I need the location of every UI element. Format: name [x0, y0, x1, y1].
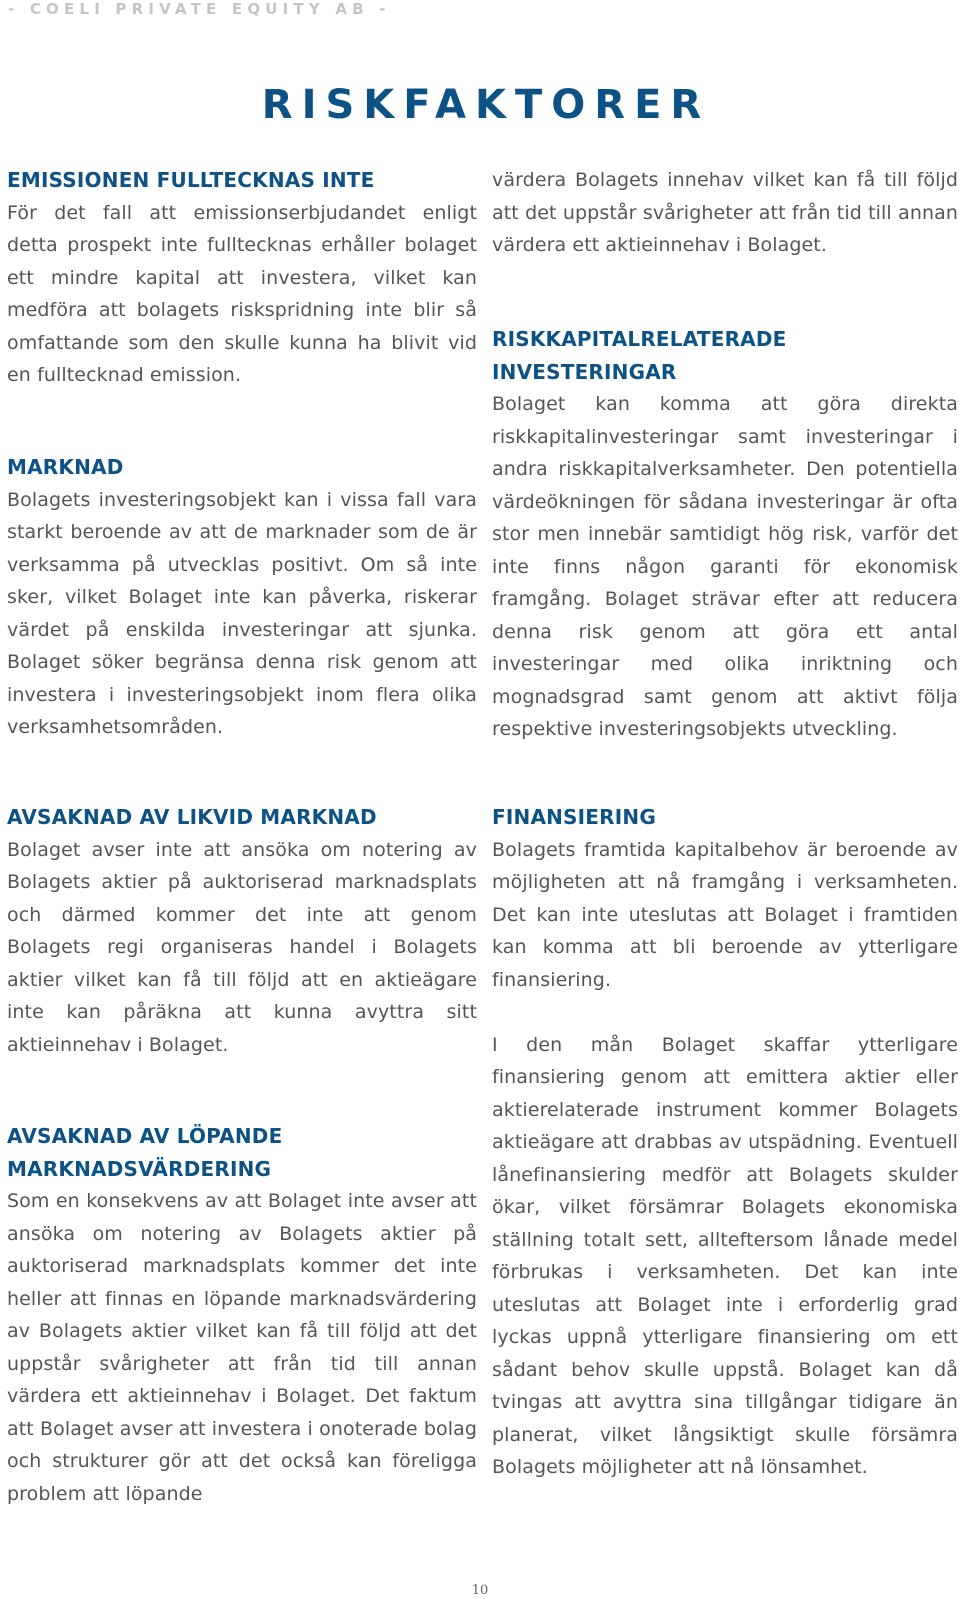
section-likvid-marknad [7, 801, 477, 1061]
section-body: För det fall att emissionserbjudandet enligt detta prospekt inte fulltecknas erhåller bolaget ett mindre kapital att investera, vilket kan medföra att bolagets riskspridning inte blir så omfattande som den skulle kunna ha blivit vid en fulltecknad emission. [7, 201, 477, 386]
section-marknad [7, 451, 477, 744]
section-body: I den mån Bolaget skaffar ytterligare finansiering genom att emittera aktier eller aktierelaterade instrument kommer Bolagets aktieägare att drabbas av utspädning. Eventuell lånefinansiering medför att Bolagets skulder ökar, vilket försämrar Bolagets ekonomiska ställning totalt sett, allteftersom lånade medel förbrukas i verksamheten. Det kan inte uteslutas att Bolaget inte i erforderlig grad lyckas uppnå ytterligare finansiering om ett sådant behov skulle uppstå. Bolaget kan då tvingas att avyttra sina tillgångar tidigare än planerat, vilket långsiktigt skulle försämra Bolagets möjligheter att nå lönsamhet. [492, 1033, 958, 1478]
section-riskkapital [492, 323, 958, 746]
section-lopande-marknadsvardering [7, 1120, 477, 1510]
page-number: 10 [471, 1583, 489, 1598]
section-body: Som en konsekvens av att Bolaget inte avser att ansöka om notering av Bolagets aktier på auktoriserad marknadsplats kommer det inte heller att finnas en löpande marknadsvärdering av Bolagets aktier vilket kan få till följd att det uppstår svårigheter att från tid till annan värdera ett aktieinnehav i Bolaget. Det faktum att Bolaget avser att investera i onoterade bolag och strukturer gör att det också kan föreligga problem att löpande [7, 1190, 477, 1505]
section-heading: RISKKAPITALRELATERADE INVESTERINGAR [492, 327, 787, 384]
section-emission [7, 164, 477, 392]
section-heading: EMISSIONEN FULLTECKNAS INTE [7, 168, 375, 192]
section-finansiering [492, 801, 958, 1484]
section-body: Bolaget avser inte att ansöka om notering av Bolagets aktier på auktoriserad marknadsplats och därmed kommer det inte att genom Bolagets regi organiseras handel i Bolagets aktier vilket kan få till följd att en aktieägare inte kan påräkna att kunna avyttra sitt aktieinnehav i Bolaget. [7, 838, 477, 1056]
section-heading: MARKNAD [7, 455, 124, 479]
section-continued [492, 164, 958, 262]
section-body: Bolaget kan komma att göra direkta riskkapitalinvesteringar samt investeringar i andra riskkapitalverksamheter. Den potentiella värdeökningen för sådana investeringar är ofta stor men innebär samtidigt hög risk, varför det inte finns någon garanti för ekonomisk framgång. Bolaget strävar efter att reducera denna risk genom att göra ett antal investeringar med olika inriktning och mognadsgrad samt genom att aktivt följa respektive investeringsobjekts utveckling. [492, 393, 958, 740]
section-body: Bolagets framtida kapitalbehov är beroende av möjligheten att nå framgång i verksamheten. Det kan inte uteslutas att Bolaget i framtiden kan komma att bli beroende av ytterligare finansiering. [492, 838, 958, 991]
section-heading: AVSAKNAD AV LÖPANDE MARKNADSVÄRDERING [7, 1124, 283, 1181]
section-heading: FINANSIERING [492, 805, 656, 829]
page-title: RISKFAKTORER [261, 81, 711, 128]
section-body: värdera Bolagets innehav vilket kan få till följd att det uppstår svårigheter att från tid till annan värdera ett aktieinnehav i Bolaget. [492, 169, 958, 256]
running-header: - COELI PRIVATE EQUITY AB - [8, 0, 391, 18]
section-body: Bolagets investeringsobjekt kan i vissa fall vara starkt beroende av att de marknader som de är verksamma på utvecklas positivt. Om så inte sker, vilket Bolaget inte kan påverka, riskerar värdet på enskilda investeringar att sjunka. Bolaget söker begränsa denna risk genom att investera i investeringsobjekt inom flera olika verksamhetsområden. [7, 488, 477, 738]
section-heading: AVSAKNAD AV LIKVID MARKNAD [7, 805, 377, 829]
